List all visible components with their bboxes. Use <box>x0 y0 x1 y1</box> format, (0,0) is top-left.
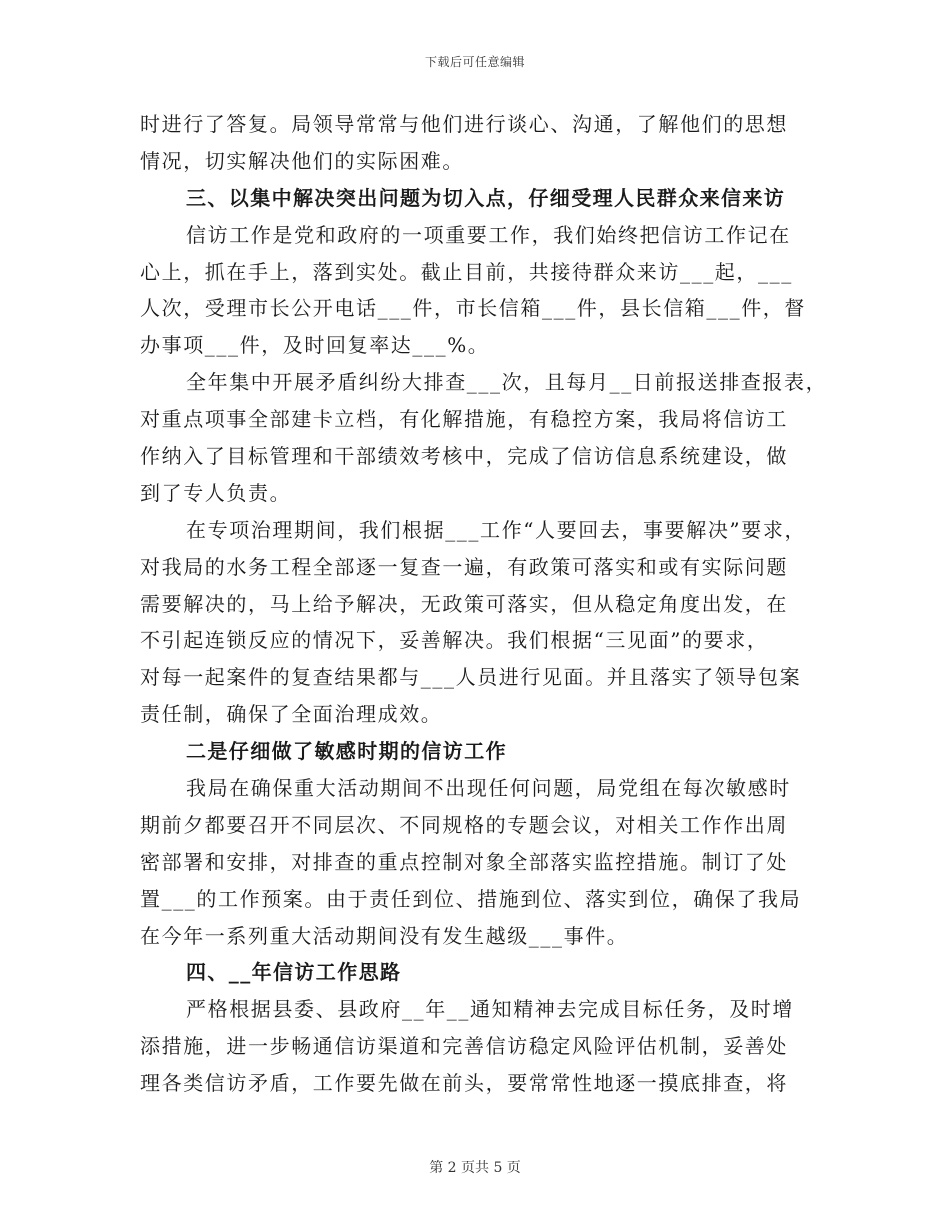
paragraph-line: 时进行了答复。局领导常常与他们进行谈心、沟通，了解他们的思想 <box>140 112 788 136</box>
paragraph-line: 对每一起案件的复查结果都与___人员进行见面。并且落实了领导包案 <box>140 665 802 690</box>
paragraph-line: 密部署和安排，对排查的重点控制对象全部落实监控措施。制订了处 <box>140 849 788 874</box>
paragraph-line: 在今年一系列重大活动期间没有发生越级___事件。 <box>140 923 629 948</box>
paragraph-line: 责任制，确保了全面治理成效。 <box>140 702 443 727</box>
paragraph-line: 严格根据县委、县政府__年__通知精神去完成目标任务，及时增 <box>186 997 794 1022</box>
paragraph-line: 在专项治理期间，我们根据___工作“人要回去，事要解决”要求， <box>186 517 807 542</box>
paragraph-line: 心上，抓在手上，落到实处。截止目前，共接待群众来访___起，___ <box>140 259 793 284</box>
paragraph-line: 信访工作是党和政府的一项重要工作，我们始终把信访工作记在 <box>186 222 791 247</box>
paragraph-line: 需要解决的，马上给予解决，无政策可落实，但从稳定角度出发，在 <box>140 591 788 616</box>
paragraph-line: 期前夕都要召开不同层次、不同规格的专题会议，对相关工作作出周 <box>140 812 788 837</box>
section-heading: 二是仔细做了敏感时期的信访工作 <box>186 739 507 764</box>
section-heading: 四、__年信访工作思路 <box>186 960 402 985</box>
paragraph-line: 理各类信访矛盾，工作要先做在前头，要常常性地逐一摸底排查，将 <box>140 1071 788 1096</box>
paragraph-line: 我局在确保重大活动期间不出现任何问题，局党组在每次敏感时 <box>186 776 791 801</box>
paragraph-line: 办事项___件，及时回复率达___%。 <box>140 333 490 358</box>
paragraph-line: 置___的工作预案。由于责任到位、措施到位、落实到位，确保了我局 <box>140 886 802 911</box>
section-heading: 三、以集中解决突出问题为切入点，仔细受理人民群众来信来访 <box>186 185 786 210</box>
paragraph-line: 对我局的水务工程全部逐一复查一遍，有政策可落实和或有实际问题 <box>140 554 788 579</box>
page-header: 下载后可任意编辑 <box>424 55 525 69</box>
paragraph-line: 添措施，进一步畅通信访渠道和完善信访稳定风险评估机制，妥善处 <box>140 1034 788 1059</box>
paragraph-line: 全年集中开展矛盾纠纷大排查___次，且每月__日前报送排查报表， <box>186 370 828 395</box>
paragraph-line: 作纳入了目标管理和干部绩效考核中，完成了信访信息系统建设，做 <box>140 444 788 469</box>
paragraph-line: 人次，受理市长公开电话___件，市长信箱___件，县长信箱___件，督 <box>140 296 806 321</box>
paragraph-line: 对重点项事全部建卡立档，有化解措施，有稳控方案，我局将信访工 <box>140 407 788 432</box>
paragraph-line: 到了专人负责。 <box>140 480 292 505</box>
page-footer: 第 2 页共 5 页 <box>429 1160 521 1176</box>
paragraph-line: 情况，切实解决他们的实际困难。 <box>140 148 464 173</box>
paragraph-line: 不引起连锁反应的情况下，妥善解决。我们根据“三见面”的要求， <box>140 628 769 653</box>
document-body <box>140 106 830 1102</box>
